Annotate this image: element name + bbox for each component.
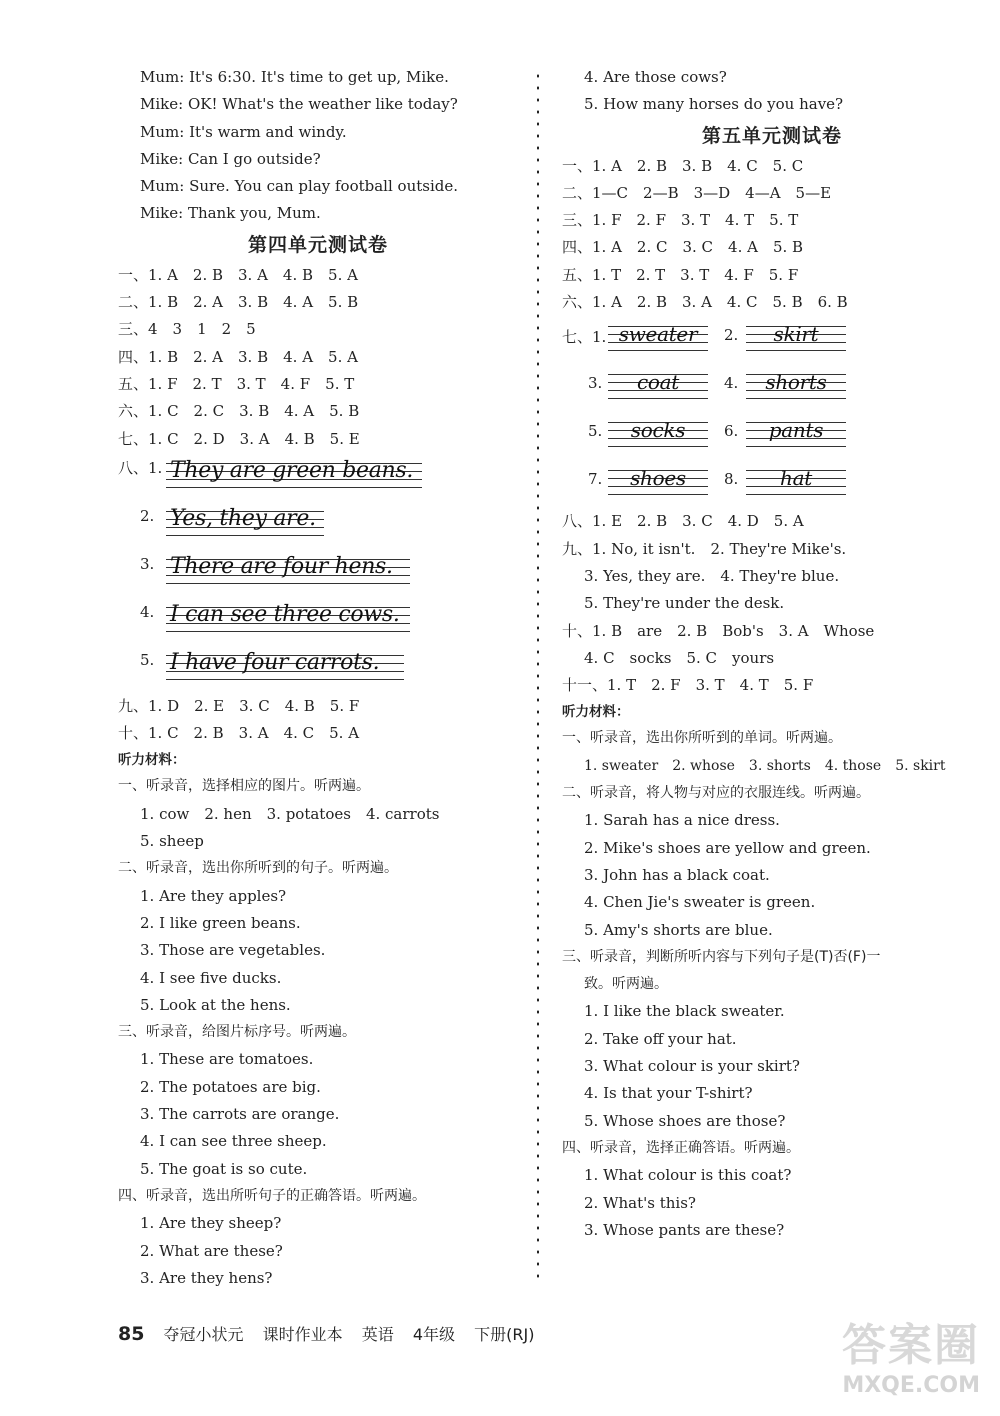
item-number: 4. — [140, 602, 155, 621]
listening-label: 听力材料： — [118, 752, 186, 769]
handwriting-row — [118, 453, 518, 501]
listening-item: 3. Those are vegetables. — [140, 941, 326, 960]
column-divider — [537, 70, 539, 1280]
answer-line: 一、1. A 2. B 3. B 4. C 5. C — [562, 156, 804, 175]
answer-line: 六、1. C 2. C 3. B 4. A 5. B — [118, 402, 360, 421]
answer-line: 十一、1. T 2. F 3. T 4. T 5. F — [562, 676, 814, 695]
handwriting-row — [118, 549, 518, 597]
listening-heading: 二、听录音，将人物与对应的衣服连线。听两遍。 — [562, 785, 870, 802]
writing-lines — [746, 368, 846, 398]
item-number: 5. — [588, 422, 603, 441]
writing-lines — [608, 464, 708, 494]
volume: 下册(RJ) — [474, 1325, 535, 1344]
item-number: 6. — [724, 422, 739, 441]
unit5-title: 第五单元测试卷 — [701, 124, 842, 147]
writing-lines — [166, 553, 410, 581]
listening-item: 5. The goat is so cute. — [140, 1159, 308, 1178]
handwritten-word: skirt — [773, 322, 819, 347]
answer-line: 十、1. B are 2. B Bob's 3. A Whose — [562, 621, 875, 640]
left-column — [118, 64, 518, 1292]
listening-heading: 一、听录音，选择相应的图片。听两遍。 — [118, 778, 370, 795]
listening-item: 2. Mike's shoes are yellow and green. — [584, 838, 871, 857]
item-number: 7. — [588, 470, 603, 489]
item-number: 3. — [588, 374, 603, 393]
listening-item: 3. Whose pants are these? — [584, 1220, 785, 1239]
listening-item: 3. John has a black coat. — [584, 865, 770, 884]
listening-heading: 三、听录音，给图片标序号。听两遍。 — [118, 1024, 356, 1041]
answer-line: 四、1. A 2. C 3. C 4. A 5. B — [562, 238, 804, 257]
item-number: 2. — [724, 326, 739, 345]
answer-line: 六、1. A 2. B 3. A 4. C 5. B 6. B — [562, 293, 848, 312]
handwritten-answer: Yes, they are. — [170, 505, 316, 531]
watermark-url: MXQE.COM — [842, 1373, 980, 1398]
item-number: 3. — [140, 554, 155, 573]
listening-item: 3. The carrots are orange. — [140, 1105, 340, 1124]
writing-lines — [746, 416, 846, 446]
handwritten-word: sweater — [618, 322, 698, 347]
answer-line: 九、1. No, it isn't. 2. They're Mike's. — [562, 539, 847, 558]
writing-lines — [608, 416, 708, 446]
page-footer — [118, 1322, 548, 1345]
writing-lines — [166, 457, 422, 485]
listening-item: 2. What's this? — [584, 1193, 696, 1212]
answer-line: 五、1. F 2. T 3. T 4. F 5. T — [118, 374, 355, 393]
dialog-line: Mike: OK! What's the weather like today? — [140, 95, 458, 114]
handwriting-row — [118, 597, 518, 645]
listening-item: 3. What colour is your skirt? — [584, 1057, 800, 1076]
answer-line: 七、1. C 2. D 3. A 4. B 5. E — [118, 429, 360, 448]
listening-item: 4. Are those cows? — [584, 68, 727, 86]
answer-line: 五、1. T 2. T 3. T 4. F 5. F — [562, 265, 799, 284]
item-number: 七、1. — [562, 328, 607, 347]
answer-line: 二、1. B 2. A 3. B 4. A 5. B — [118, 293, 359, 312]
subject: 英语 — [361, 1325, 394, 1344]
item-number: 八、1. — [118, 458, 163, 477]
handwritten-answer: They are green beans. — [170, 457, 414, 483]
listening-item: 4. I see five ducks. — [140, 968, 282, 987]
handwritten-word: coat — [636, 370, 679, 395]
handwriting-row — [118, 645, 518, 693]
answer-line: 三、1. F 2. F 3. T 4. T 5. T — [562, 211, 799, 230]
listening-label: 听力材料： — [562, 704, 630, 721]
listening-item: 1. I like the black sweater. — [584, 1002, 785, 1021]
listening-item: 4. I can see three sheep. — [140, 1132, 327, 1151]
writing-lines — [166, 601, 410, 629]
answer-line: 八、1. E 2. B 3. C 4. D 5. A — [562, 512, 804, 531]
listening-item: 2. What are these? — [140, 1241, 283, 1260]
writing-lines — [608, 368, 708, 398]
listening-item: 5. How many horses do you have? — [584, 95, 844, 114]
listening-heading: 四、听录音，选择正确答语。听两遍。 — [562, 1139, 800, 1156]
item-number: 4. — [724, 374, 739, 393]
listening-item: 4. Chen Jie's sweater is green. — [584, 893, 816, 912]
book-name: 课时作业本 — [262, 1325, 343, 1344]
answer-line: 三、4 3 1 2 5 — [118, 320, 256, 339]
answer-line: 十、1. C 2. B 3. A 4. C 5. A — [118, 724, 360, 743]
handwritten-word: shoes — [630, 466, 686, 491]
dialog-line: Mum: Sure. You can play football outside. — [140, 177, 459, 196]
clothing-row — [562, 316, 982, 364]
listening-item: 3. Are they hens? — [140, 1268, 273, 1287]
listening-item: 2. Take off your hat. — [584, 1029, 737, 1048]
listening-item: 2. I like green beans. — [140, 913, 301, 932]
item-number: 5. — [140, 650, 155, 669]
handwritten-word: hat — [780, 466, 812, 491]
dialog-line: Mum: It's 6:30. It's time to get up, Mike. — [140, 68, 449, 86]
listening-heading: 四、听录音，选出所听句子的正确答语。听两遍。 — [118, 1187, 426, 1204]
listening-item: 5. Whose shoes are those? — [584, 1111, 786, 1130]
listening-item: 1. cow 2. hen 3. potatoes 4. carrots — [140, 804, 440, 823]
answer-line: 5. They're under the desk. — [584, 594, 785, 613]
writing-lines — [746, 464, 846, 494]
listening-item: 1. These are tomatoes. — [140, 1050, 314, 1069]
listening-item: 4. Is that your T-shirt? — [584, 1084, 753, 1103]
listening-heading: 二、听录音，选出你所听到的句子。听两遍。 — [118, 860, 398, 877]
listening-heading: 一、听录音，选出你所听到的单词。听两遍。 — [562, 730, 842, 747]
right-column — [562, 64, 982, 1244]
writing-lines — [166, 649, 404, 677]
unit4-title: 第四单元测试卷 — [247, 233, 388, 256]
answer-line: 九、1. D 2. E 3. C 4. B 5. F — [118, 696, 360, 715]
handwritten-word: shorts — [765, 370, 827, 395]
series-name: 夺冠小状元 — [163, 1325, 244, 1344]
clothing-row — [562, 364, 982, 412]
handwritten-answer: There are four hens. — [170, 553, 393, 579]
dialog-line: Mum: It's warm and windy. — [140, 122, 347, 141]
listening-item: 5. Amy's shorts are blue. — [584, 920, 773, 939]
listening-heading: 三、听录音，判断所听内容与下列句子是(T)否(F)一 — [562, 948, 881, 965]
listening-item: 5. sheep — [140, 832, 204, 851]
grade: 4年级 — [412, 1325, 456, 1344]
answer-line: 二、1—C 2—B 3—D 4—A 5—E — [562, 183, 832, 202]
handwritten-answer: I have four carrots. — [170, 649, 380, 675]
listening-item: 1. Sarah has a nice dress. — [584, 811, 780, 830]
dialog-line: Mike: Thank you, Mum. — [140, 204, 321, 223]
item-number: 2. — [140, 506, 155, 525]
handwriting-row — [118, 501, 518, 549]
handwritten-answer: I can see three cows. — [170, 601, 400, 627]
listening-item: 1. What colour is this coat? — [584, 1166, 792, 1185]
listening-item: 2. The potatoes are big. — [140, 1077, 321, 1096]
handwritten-word: socks — [630, 418, 686, 443]
writing-lines — [166, 505, 324, 533]
listening-heading-cont: 致。听两遍。 — [584, 976, 668, 993]
answer-line: 3. Yes, they are. 4. They're blue. — [584, 566, 840, 585]
page-number: 85 — [118, 1323, 145, 1345]
item-number: 8. — [724, 470, 739, 489]
handwritten-word: pants — [768, 418, 824, 443]
clothing-row — [562, 460, 982, 508]
writing-lines — [608, 320, 708, 350]
answer-line: 一、1. A 2. B 3. A 4. B 5. A — [118, 265, 358, 284]
clothing-row — [562, 412, 982, 460]
watermark-logo: 答案圈 — [842, 1320, 980, 1371]
writing-lines — [746, 320, 846, 350]
listening-item: 1. Are they apples? — [140, 886, 287, 905]
listening-item: 1. Are they sheep? — [140, 1214, 282, 1233]
answer-line: 四、1. B 2. A 3. B 4. A 5. A — [118, 347, 358, 366]
answer-line: 4. C socks 5. C yours — [584, 648, 775, 667]
dialog-line: Mike: Can I go outside? — [140, 149, 321, 168]
listening-item: 1. sweater 2. whose 3. shorts 4. those 5. skirt — [584, 757, 946, 774]
watermark — [842, 1309, 980, 1398]
listening-item: 5. Look at the hens. — [140, 995, 291, 1014]
